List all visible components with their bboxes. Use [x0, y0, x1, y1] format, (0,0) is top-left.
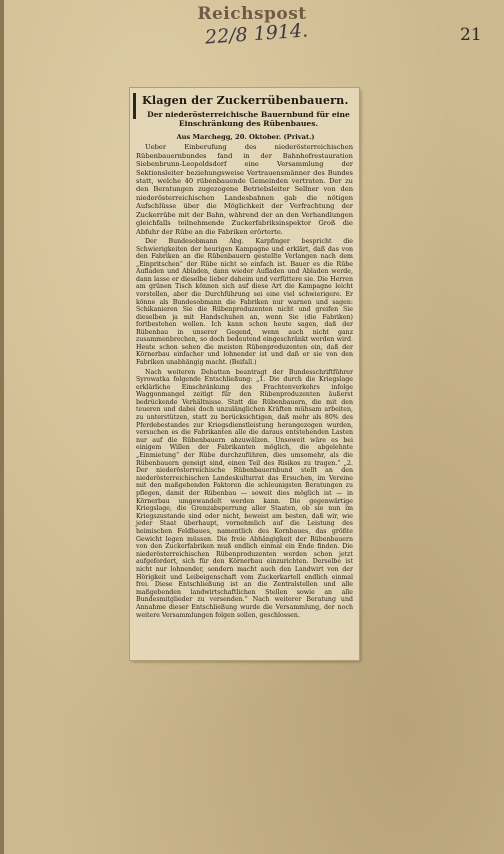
headline-bracket	[133, 93, 136, 119]
newspaper-clipping	[130, 88, 359, 660]
article-body-continued	[136, 238, 353, 366]
article-body-resolution	[136, 369, 353, 620]
page-number: 21	[460, 25, 482, 45]
article-subheadline: Der niederösterreichische Bauernbund für eine Einschränkung des Rübenbaues.	[147, 110, 350, 129]
newspaper-title-stamp: Reichspost	[197, 4, 307, 24]
article-body	[136, 143, 353, 236]
sheet-edge	[0, 0, 4, 854]
article-paragraph-3: Nach weiteren Debatten beantragt der Bundesschriftführer Syrowatka folgende Entschließung: „1. Die durch die Kriegslage erklärliche Einschränkung des Frachtenverkehrs infolge Waggonmangel zeitigt für den Rübenproduzenten äußerst bedrückende Verhältnisse. Statt die Rübenbauern, die mit den teueren und dabei doch unzulänglichen Kräften mühsam arbeiten, zu unterstützen, statt zu berücksichtigen, daß mehr als 80% des Pferdebestandes zur Kriegsdienstleistung herangezogen wurden, versuchen es die Fabrikanten alle die daraus entstehenden Lasten nur auf die Rübenbauern abzuwälzen. Unsoweit wäre es bei einigem Willen der Fabrikanten möglich, die abgelehnte „Einmietung“ der Rübe durchzuführen, dies umsomehr, als die Rübenbauern geneigt sind, einen Teil des Risikos zu tragen.“ „2. Der niederösterreichische Rübenbauernbund stellt an den niederösterreichischen Landeskulturrat das Ersuchen, im Vereine mit den maßgebenden Faktoren die schleunigsten Beratungen zu pflegen, damit der Rübenbau — soweit dies möglich ist — in Körnerbau umgewandelt werden kann. Die gegenwärtige Kriegslage, die Grenzabsperrung aller Staaten, ob sie nun im Kriegszustande sind oder nicht, beweist am besten, daß wir, wie jeder Staat überhaupt, vornehmlich auf die Leistung des heimischen Feldbaues, namentlich des Kornbaues, das größte Gewicht legen müssen. Die freie Abhängigkeit der Rübenbauern von den Zuckerfabriken muß endlich einmal ein Ende finden. Die niederösterreichischen Rübenproduzenten werden schon jetzt aufgefordert, sich für den Körnerbau einzurichten. Derselbe ist nicht nur lohnender, sondern macht auch den Landwirt von der Hörigkeit und Leibeigenschaft vom Zuckerkartell endlich einmal frei. Diese Entschließung ist an die Zentralstellen und alle maßgebenden landwirtschaftlichen Stellen sowie an alle Bundesmitglieder zu versenden.“ Nach weiterer Beratung und Annahme dieser Entschließung wurde die Versammlung, der noch weitere Versammlungen folgen sollen, geschlossen.	[136, 368, 353, 619]
handwritten-date: 22/8 1914.	[204, 19, 309, 49]
article-paragraph-2: Der Bundesobmann Abg. Karpfinger bespricht die Schwierigkeiten der heurigen Kampagne und erklärt, daß das von den Fabriken an die Rübenbauern gestellte Verlangen nach dem „Einpritschen“ der Rübe nicht so einfach ist. Bauer es die Rübe Aufladen und Abladen, dann wieder Aufladen und Abladen werde, dann lasse er dieselbe lieber daheim und verfüttere sie. Die Herren am grünen Tisch können sich auf diese Art die Kampagne leicht vorstellen, aber die Durchführung sei eine viel schwierigere. Er könne als Bundesobmann die Fabriken nur warnen und sagen: Schikanieren Sie die Rübenproduzenten nicht und greifen Sie dieselben ja mit Handschuhen an, wenn Sie (die Fabriken) fortbestehen wollen. Ich kann schon heute sagen, daß der Rübenbau in unserer Gegend, wenn auch nicht ganz zusammenbrechen, so doch bedeutend eingeschränkt werden wird. Heute schon sehen die meisten Rübenproduzenten ein, daß der Körnerbau einfacher und lohnender ist und daß er sie von den Fabriken unabhängig macht. (Beifall.)	[136, 238, 353, 366]
article-paragraph-1: Ueber Einberufung des niederösterreichischen Rübenbauernbundes fand in der Bahnhofrestauration Siebenbrunn-Leopoldsdorf eine Versammlung der Sektionsleiter beziehungsweise Vertrauensmänner des Bundes statt, welche 40 rübenbauende Gemeinden vertraten. Der zu den Beratungen zugezogene Betriebsleiter Sellner von den niederösterreichischen Landesbahnen gab die nötigen Aufschlüsse über die Möglichkeit der Verfrachtung der Zuckerrübe mit der Bahn, während der an den Verhandlungen gleichfalls teilnehmende Zuckerfabriksinspektor Groß die Abfuhr der Rübe an die Fabriken erörterte.	[136, 143, 353, 236]
article-dateline: Aus Marchegg, 20. Oktober. (Privat.)	[176, 132, 315, 141]
article-headline: Klagen der Zuckerrübenbauern.	[142, 93, 349, 107]
